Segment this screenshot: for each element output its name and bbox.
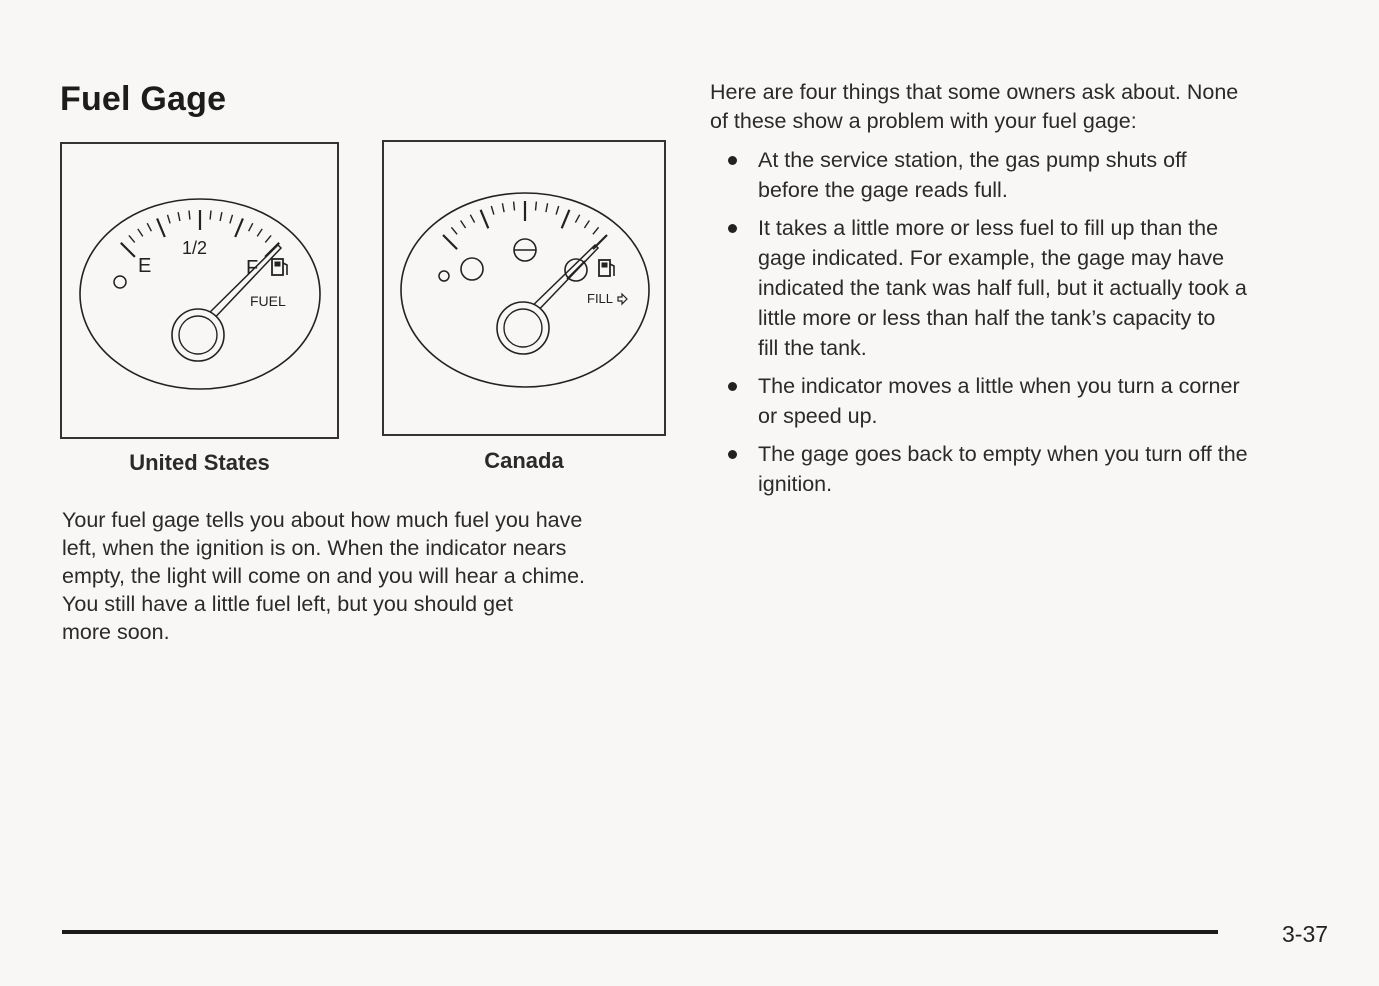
canada-fuel-gauge-illustration	[384, 142, 664, 434]
canada-fill-label: FILL	[587, 291, 614, 306]
minor-tick	[189, 211, 190, 220]
minor-tick	[451, 227, 457, 234]
minor-tick	[556, 206, 559, 215]
page-title: Fuel Gage	[60, 80, 227, 118]
us-half-label: 1/2	[182, 238, 208, 258]
minor-tick	[593, 227, 599, 234]
low-fuel-light-icon	[114, 276, 126, 288]
us-caption: United States	[129, 450, 270, 475]
footer-divider	[62, 930, 1218, 934]
paragraph-line: Your fuel gage tells you about how much fuel you have	[62, 508, 583, 532]
major-tick	[157, 219, 165, 238]
bullet-icon	[728, 224, 737, 233]
minor-tick	[461, 221, 466, 229]
minor-tick	[147, 223, 151, 231]
paragraph-line: You still have a little fuel left, but you should get	[62, 592, 513, 616]
paragraph-line: more soon.	[62, 620, 170, 644]
bullet-icon	[728, 156, 737, 165]
bullet-icon	[728, 382, 737, 391]
list-item: The gage goes back to empty when you turn off the ignition.	[724, 439, 1334, 499]
minor-tick	[491, 206, 494, 215]
fuel-pump-icon	[599, 260, 614, 276]
us-empty-label: E	[138, 255, 152, 277]
owner-questions-intro	[710, 78, 1330, 136]
us-fuel-gauge-illustration	[62, 144, 337, 437]
major-tick	[121, 243, 135, 257]
page-number: 3-37	[1282, 921, 1329, 947]
minor-tick	[536, 202, 537, 211]
major-tick	[562, 210, 570, 229]
bullet-icon	[728, 450, 737, 459]
low-fuel-light-icon	[439, 271, 449, 281]
list-item: The indicator moves a little when you turn a corner or speed up.	[724, 371, 1334, 431]
fuel-gage-description	[62, 506, 672, 646]
minor-tick	[575, 215, 579, 223]
major-tick	[481, 210, 489, 229]
minor-tick	[168, 215, 171, 224]
empty-symbol-icon	[461, 258, 483, 280]
fuel-pump-icon	[272, 259, 287, 275]
minor-tick	[249, 223, 253, 231]
owner-questions-list	[724, 145, 1334, 507]
major-tick	[443, 235, 457, 249]
list-item: At the service station, the gas pump shuts off before the gage reads full.	[724, 145, 1334, 205]
major-tick	[593, 235, 607, 249]
minor-tick	[265, 235, 271, 242]
minor-tick	[502, 203, 504, 212]
paragraph-line: of these show a problem with your fuel gage:	[710, 109, 1137, 133]
minor-tick	[257, 229, 262, 237]
fill-side-arrow-icon	[618, 294, 627, 304]
half-symbol-icon	[514, 239, 536, 261]
minor-tick	[210, 211, 211, 220]
paragraph-line: left, when the ignition is on. When the indicator nears	[62, 536, 567, 560]
us-full-label: F	[246, 257, 259, 279]
us-fuel-label: FUEL	[250, 293, 286, 309]
paragraph-line: empty, the light will come on and you will hear a chime.	[62, 564, 586, 588]
us-fuel-gauge-figure	[60, 142, 339, 439]
list-item: It takes a little more or less fuel to fill up than the gage indicated. For example, the gage may have indicated the tank was half full, but it actually took a little more or less than half the tank’s capacity to fill the tank.	[724, 213, 1334, 363]
minor-tick	[129, 235, 135, 242]
minor-tick	[470, 215, 474, 223]
minor-tick	[514, 202, 515, 211]
canada-fuel-gauge-figure	[382, 140, 666, 436]
major-tick	[235, 219, 243, 238]
minor-tick	[230, 215, 233, 224]
paragraph-line: Here are four things that some owners ask about. None	[710, 80, 1239, 104]
minor-tick	[178, 212, 180, 221]
minor-tick	[220, 212, 222, 221]
minor-tick	[546, 203, 548, 212]
minor-tick	[138, 229, 143, 237]
minor-tick	[584, 221, 589, 229]
canada-caption: Canada	[484, 448, 564, 473]
